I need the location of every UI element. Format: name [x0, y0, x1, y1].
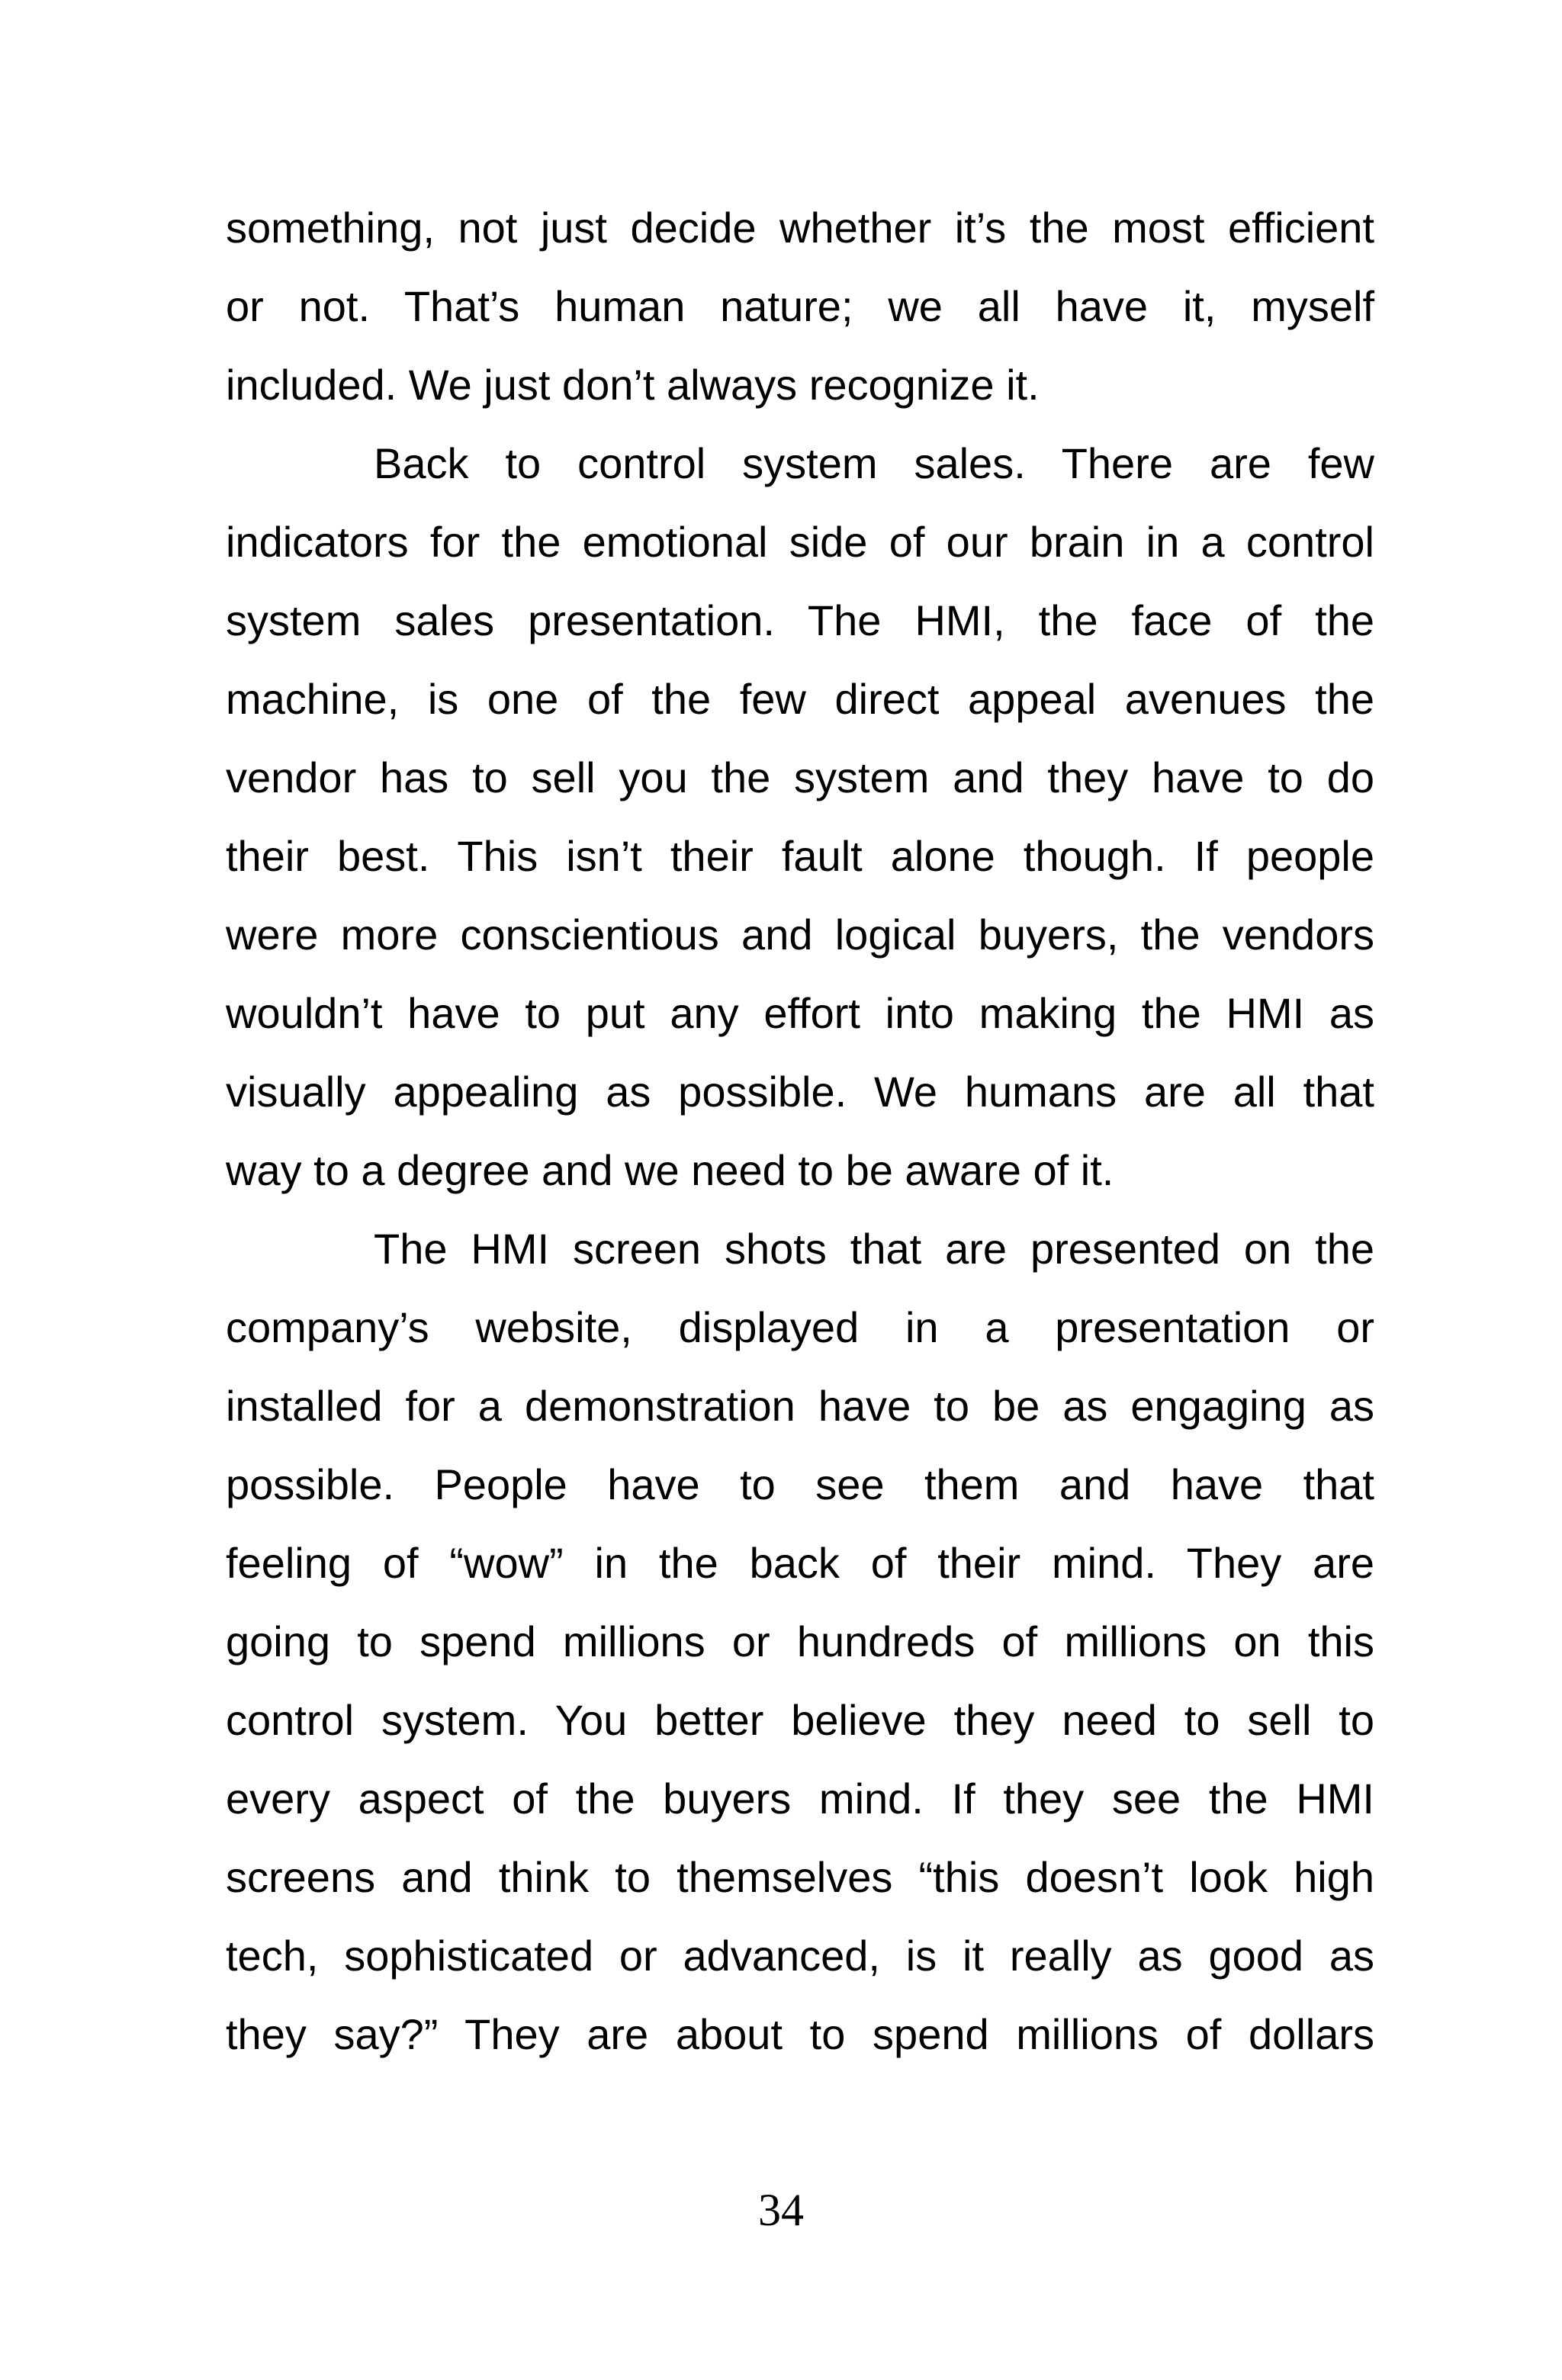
page-number: 34 [758, 2185, 804, 2235]
text-line: screens and think to themselves “this doesn’t look high [226, 1853, 1374, 1901]
text-line: their best. This isn’t their fault alone though. If people [226, 832, 1374, 880]
text-line: Back to control system sales. There are few [374, 439, 1374, 487]
text-line: installed for a demonstration have to be as engaging as [226, 1382, 1374, 1430]
text-line: every aspect of the buyers mind. If they see the HMI [226, 1775, 1374, 1823]
text-line: wouldn’t have to put any effort into making the HMI as [226, 989, 1374, 1037]
text-line: were more conscientious and logical buyers, the vendors [226, 911, 1374, 959]
text-line: control system. You better believe they need to sell to [226, 1696, 1374, 1744]
text-line: something, not just decide whether it’s the most efficient [226, 204, 1374, 252]
text-line: possible. People have to see them and have that [226, 1460, 1374, 1508]
text-line: feeling of “wow” in the back of their mind. They are [226, 1539, 1374, 1587]
text-line: going to spend millions or hundreds of millions on this [226, 1617, 1374, 1665]
text-line: way to a degree and we need to be aware of it. [226, 1146, 1114, 1194]
body-text [226, 188, 1374, 2073]
text-line: tech, sophisticated or advanced, is it really as good as [226, 1932, 1374, 1980]
text-line: included. We just don’t always recognize it. [226, 361, 1040, 409]
text-line: visually appealing as possible. We humans are all that [226, 1068, 1374, 1116]
text-line: company’s website, displayed in a presentation or [226, 1303, 1374, 1351]
text-line: or not. That’s human nature; we all have it, myself [226, 282, 1374, 330]
text-line: The HMI screen shots that are presented on the [374, 1225, 1374, 1273]
text-line: system sales presentation. The HMI, the face of the [226, 596, 1374, 644]
text-line: indicators for the emotional side of our brain in a control [226, 518, 1374, 566]
text-line: they say?” They are about to spend millions of dollars [226, 2010, 1374, 2058]
text-line: machine, is one of the few direct appeal avenues the [226, 675, 1374, 723]
text-line: vendor has to sell you the system and they have to do [226, 753, 1374, 801]
